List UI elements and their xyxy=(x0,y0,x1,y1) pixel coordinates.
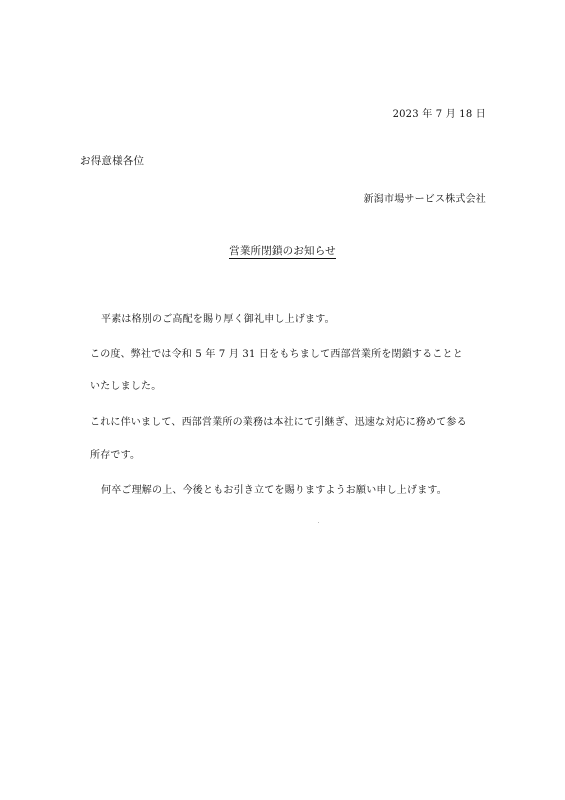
sender-company: 新潟市場サービス株式会社 xyxy=(363,194,486,205)
document-title-text: 営業所閉鎖のお知らせ xyxy=(229,245,336,257)
body-paragraph-closure-line-1: この度、弊社では令和 5 年 7 月 31 日をもちまして西部営業所を閉鎖することと xyxy=(90,349,463,360)
body-paragraph-closing: 何卒ご理解の上、今後ともお引き立てを賜りますようお願い申し上げます。 xyxy=(101,485,447,496)
body-paragraph-closure-line-2: いたしました。 xyxy=(90,381,162,392)
document-date: 2023 年 7 月 18 日 xyxy=(392,109,486,120)
body-paragraph-greeting: 平素は格別のご高配を賜り厚く御礼申し上げます。 xyxy=(101,314,335,325)
body-paragraph-handover-line-1: これに伴いまして、西部営業所の業務は本社にて引継ぎ、迅速な対応に務めて参る xyxy=(90,417,467,428)
body-paragraph-handover-line-2: 所存です。 xyxy=(90,450,141,461)
recipient-salutation: お得意様各位 xyxy=(80,155,145,167)
scan-speck xyxy=(318,522,319,523)
document-title xyxy=(0,244,565,258)
